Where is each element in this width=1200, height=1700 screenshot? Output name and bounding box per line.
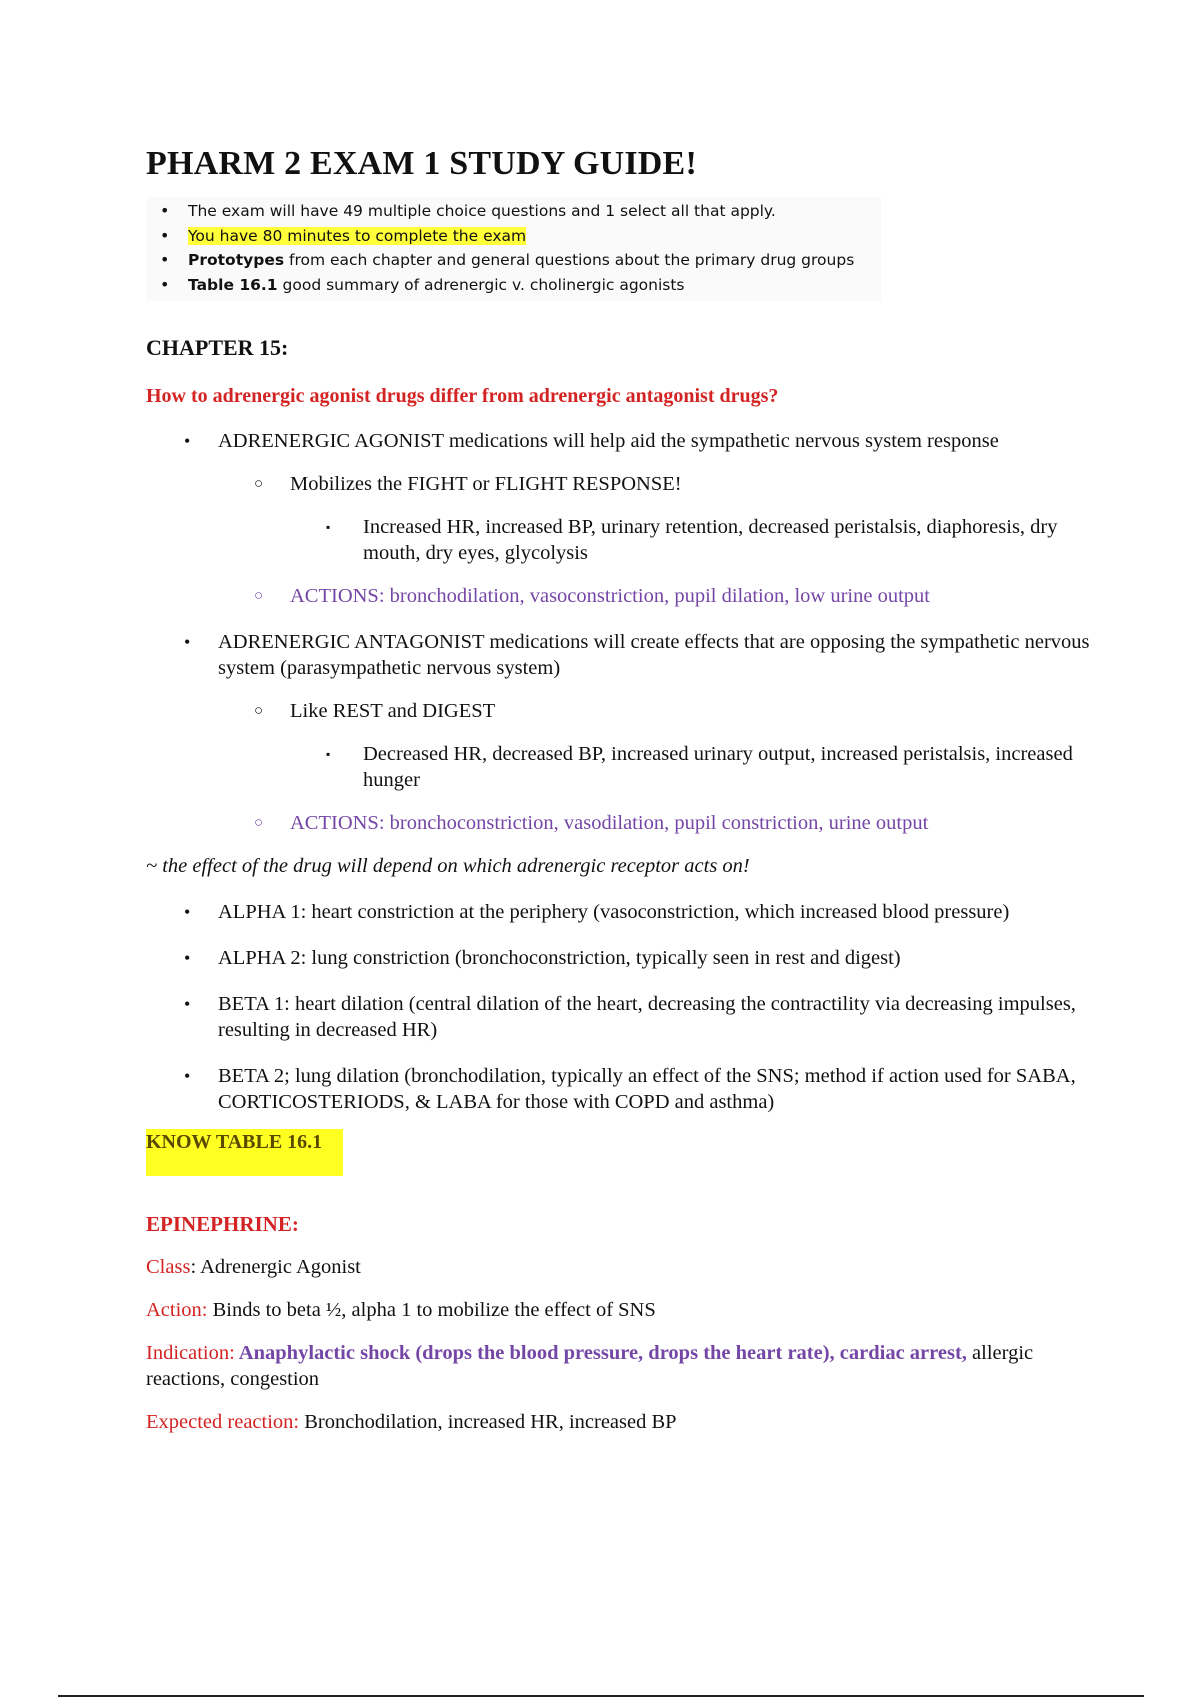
receptor-note: ~ the effect of the drug will depend on which adrenergic receptor acts on! (146, 855, 750, 877)
bullet-marker: • (184, 1066, 191, 1086)
receptor-item: • ALPHA 1: heart constriction at the periphery (vasoconstriction, which increased blood pressure) (184, 901, 1010, 923)
exam-info-item: • Table 16.1 good summary of adrenergic v. cholinergic agonists (146, 273, 871, 298)
receptor-item: • BETA 2; lung dilation (bronchodilation, typically an effect of the SNS; method if action used for SABA, CORTICOSTERIODS, & LABA for those with COPD and asthma) (184, 1065, 1076, 1113)
square-marker: ▪ (326, 747, 331, 761)
circle-marker: ○ (254, 476, 264, 492)
know-table-highlight: KNOW TABLE 16.1 (146, 1129, 343, 1176)
agonist-actions-item: ○ ACTIONS: bronchodilation, vasoconstriction, pupil dilation, low urine output (254, 585, 930, 607)
drug-expected-reaction: Expected reaction: Bronchodilation, increased HR, increased BP (146, 1411, 677, 1433)
antagonist-item: • ADRENERGIC ANTAGONIST medications will create effects that are opposing the sympathetic nervous system (parasympathetic nervous system) (184, 631, 1090, 679)
agonist-sub-item: ○ Mobilizes the FIGHT or FLIGHT RESPONSE! (254, 473, 682, 495)
section-question: How to adrenergic agonist drugs differ from adrenergic antagonist drugs? (146, 385, 779, 407)
bullet-marker: • (184, 994, 191, 1014)
exam-info-list (146, 197, 881, 301)
agonist-item: • ADRENERGIC AGONIST medications will help aid the sympathetic nervous system response (184, 430, 999, 452)
document-page (146, 145, 1096, 1435)
antagonist-actions-item: ○ ACTIONS: bronchoconstriction, vasodilation, pupil constriction, urine output (254, 812, 929, 834)
antagonist-detail-item: ▪ Decreased HR, decreased BP, increased urinary output, increased peristalsis, increased hunger (326, 743, 1073, 791)
bullet-marker: • (184, 632, 191, 652)
page-title: PHARM 2 EXAM 1 STUDY GUIDE! (146, 145, 697, 182)
circle-marker: ○ (254, 815, 264, 831)
drug-indication: Indication: Anaphylactic shock (drops the blood pressure, drops the heart rate), cardiac arrest, allergic reactions, congestion (146, 1342, 1034, 1390)
chapter-heading: CHAPTER 15: (146, 335, 289, 360)
receptor-item: • ALPHA 2: lung constriction (bronchoconstriction, typically seen in rest and digest) (184, 947, 901, 969)
bullet-marker: • (184, 902, 191, 922)
drug-class: Class: Adrenergic Agonist (146, 1256, 361, 1278)
receptor-item: • BETA 1: heart dilation (central dilation of the heart, decreasing the contractility via decreasing impulses, resulting in decreased HR) (184, 993, 1076, 1041)
exam-info-item: • Prototypes from each chapter and general questions about the primary drug groups (146, 248, 871, 273)
circle-marker: ○ (254, 588, 264, 604)
drug-heading: EPINEPHRINE: (146, 1212, 299, 1236)
exam-info-item (146, 224, 871, 249)
square-marker: ▪ (326, 520, 331, 534)
exam-info-item: • The exam will have 49 multiple choice questions and 1 select all that apply. (146, 199, 871, 224)
bullet-marker: • (184, 948, 191, 968)
drug-action: Action: Binds to beta ½, alpha 1 to mobilize the effect of SNS (146, 1299, 656, 1321)
page-footer-rule (58, 1695, 1144, 1697)
agonist-detail-item: ▪ Increased HR, increased BP, urinary retention, decreased peristalsis, diaphoresis, dry mouth, dry eyes, glycolysis (326, 516, 1058, 564)
circle-marker: ○ (254, 703, 264, 719)
highlighted-text: You have 80 minutes to complete the exam (188, 226, 527, 245)
bullet-marker: • (184, 431, 191, 451)
antagonist-sub-item: ○ Like REST and DIGEST (254, 700, 496, 722)
